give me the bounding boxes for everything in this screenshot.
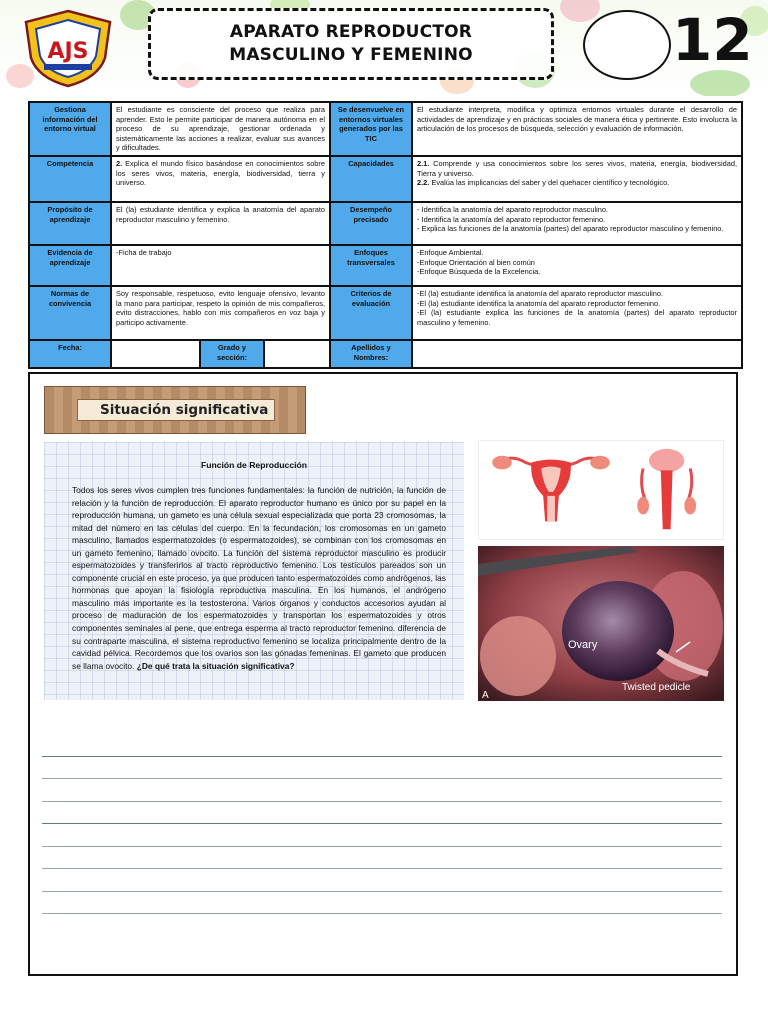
cell-value	[111, 156, 330, 202]
cell-value: El (la) estudiante identifica y explica la anatomía del aparato reproductor masculino y femenino.	[111, 202, 330, 245]
title-box	[148, 8, 554, 80]
answer-line[interactable]	[42, 824, 722, 847]
cell-value	[412, 286, 742, 340]
reading-text: Todos los seres vivos cumplen tres funciones fundamentales: la función de nutrición, la función de relación y la función de reproducción. El aparato reproductor humano es único por su papel en la reproducción humana, un gameto es una célula sexual especializada que porta 23 cromosomas, la mitad del número en las células del cuerpo. En la fecundación, los cromosomas en un gameto masculino, llamados espermatozoides (o espermatozoides), se combinan con los cromosomas en un gameto femenino, llamado ovocito. La función del sistema reproductor masculino es producir espermatozoides y transferirlos al tracto reproductivo femenino. Los testículos pareados son un componente crucial en este proceso, ya que producen tanto espermatozoides como andrógenos, las hormonas que apoyan la fisiología reproductiva masculina. En los humanos, el andrógeno masculino más importante es la testosterona. Varios órganos y conductos accesorios ayudan al proceso de maduración de los espermatozoides y transportan los espermatozoides y otros componentes seminales al pene, que entrega esperma al tracto reproductor femenino. diferencia de su contraparte masculina, el sistema reproductivo femenino se localiza principalmente dentro de la cavidad pélvica. Recordemos que los ovarios son las gónadas femeninas. El gameto que producen se llama ovocito.	[72, 485, 446, 671]
fecha-label: Fecha:	[29, 340, 111, 368]
logo-text: AJS	[47, 39, 89, 64]
cell-label: Criterios de evaluación	[330, 286, 412, 340]
answer-line[interactable]	[42, 869, 722, 892]
table-row	[29, 202, 742, 245]
cell-value	[412, 202, 742, 245]
anatomy-diagram	[478, 440, 724, 540]
cell-value: El estudiante es consciente del proceso que realiza para aprender. Esto le permite participar de manera autónoma en el proceso de su aprendizaje, gestionar ordenada y sistemáticamente las acciones a realizar, evaluar sus avances y dificultades.	[111, 102, 330, 156]
answer-line[interactable]	[42, 892, 722, 915]
info-table	[28, 101, 743, 369]
criterion-item: -El (la) estudiante identifica la anatomía del aparato reproductor femenino.	[417, 298, 661, 308]
criterion-item: -El (la) estudiante explica las funciones de la anatomía (partes) del aparato reproductor masculino y femenino.	[417, 308, 737, 327]
grado-label: Grado y sección:	[200, 340, 264, 368]
cell-value: Soy responsable, respetuoso, evito lenguaje ofensivo, levanto la mano para participar, respeto la opinión de mis compañeros, evito distracciones, hablo con mis compañeros en voz baja y participo activamente.	[111, 286, 330, 340]
fecha-field[interactable]	[111, 340, 200, 368]
approach-item: -Enfoque Búsqueda de la Excelencia.	[417, 267, 541, 277]
nombres-label: Apellidos y Nombres:	[330, 340, 412, 368]
answer-lines[interactable]	[42, 734, 722, 914]
answer-line[interactable]	[42, 757, 722, 780]
criterion-item: -El (la) estudiante identifica la anatomía del aparato reproductor masculino.	[417, 289, 664, 298]
answer-line[interactable]	[42, 847, 722, 870]
decorative-flower	[560, 0, 600, 22]
page-header	[0, 0, 768, 96]
performance-item: - Explica las funciones de la anatomía (partes) del aparato reproductor masculino y femenino.	[417, 224, 724, 234]
capacity-number: 2.1.	[417, 159, 430, 168]
approach-item: -Enfoque Orientación al bien común	[417, 257, 535, 267]
nombres-field[interactable]	[412, 340, 742, 368]
cell-label: Propósito de aprendizaje	[29, 202, 111, 245]
capacity-text: Comprende y usa conocimientos sobre los seres vivos, materia, energía, biodiversidad, Tierra y universo.	[417, 159, 737, 178]
page-title: APARATO REPRODUCTOR MASCULINO Y FEMENINO	[229, 22, 473, 65]
answer-line[interactable]	[42, 779, 722, 802]
cell-label: Se desenvuelve en entornos virtuales generados por las TIC	[330, 102, 412, 156]
table-row	[29, 340, 742, 368]
answer-line[interactable]	[42, 802, 722, 825]
female-reproductive-diagram	[492, 456, 610, 522]
label-twisted-pedicle: Twisted pedicle	[622, 682, 691, 693]
cell-label: Competencia	[29, 156, 111, 202]
cell-label: Capacidades	[330, 156, 412, 202]
reading-question: ¿De qué trata la situación significativa?	[136, 660, 295, 671]
reading-body	[72, 484, 446, 672]
table-row	[29, 245, 742, 286]
page-number: 12	[672, 6, 753, 74]
school-logo	[20, 8, 116, 88]
capacity-text: Evalúa las implicancias del saber y del quehacer científico y tecnológico.	[431, 178, 670, 188]
cell-value: El estudiante interpreta, modifica y optimiza entornos virtuales durante el desarrollo de actividades de aprendizaje y en prácticas sociales de manera ética y pertinente. Esto involucra la articulación de los procesos de búsqueda, selección y evaluación de información.	[412, 102, 742, 156]
surgical-photo	[478, 546, 724, 701]
reading-title: Función de Reproducción	[201, 460, 307, 470]
approach-item: -Enfoque Ambiental.	[417, 248, 484, 257]
main-panel	[28, 372, 738, 976]
competence-text: Explica el mundo físico basándose en conocimientos sobre los seres vivos, materia, energía, biodiversidad, tierra y universo.	[116, 159, 325, 188]
cell-label: Desempeño precisado	[330, 202, 412, 245]
performance-item: - Identifica la anatomía del aparato reproductor femenino.	[417, 214, 606, 224]
cell-value	[412, 156, 742, 202]
reading-box	[44, 442, 464, 700]
section-banner	[44, 386, 306, 434]
capacity-number: 2.2.	[417, 178, 430, 188]
section-title: Situación significativa	[100, 402, 269, 418]
label-ovary: Ovary	[568, 639, 598, 651]
answer-line[interactable]	[42, 734, 722, 757]
cell-label: Evidencia de aprendizaje	[29, 245, 111, 286]
male-reproductive-diagram	[637, 449, 696, 529]
table-row	[29, 286, 742, 340]
performance-item: - Identifica la anatomía del aparato reproductor masculino.	[417, 205, 609, 214]
label-panel-a: A	[482, 690, 489, 701]
cell-value: -Ficha de trabajo	[111, 245, 330, 286]
grado-field[interactable]	[264, 340, 330, 368]
banner-label-plate	[77, 399, 275, 421]
capacity-item	[417, 159, 737, 178]
cell-label: Gestiona información del entorno virtual	[29, 102, 111, 156]
cell-value	[412, 245, 742, 286]
capacity-item	[417, 178, 737, 188]
cell-label: Enfoques transversales	[330, 245, 412, 286]
competence-number: 2.	[116, 159, 123, 168]
table-row	[29, 156, 742, 202]
blank-oval	[583, 10, 671, 80]
table-row	[29, 102, 742, 156]
cell-label: Normas de convivencia	[29, 286, 111, 340]
